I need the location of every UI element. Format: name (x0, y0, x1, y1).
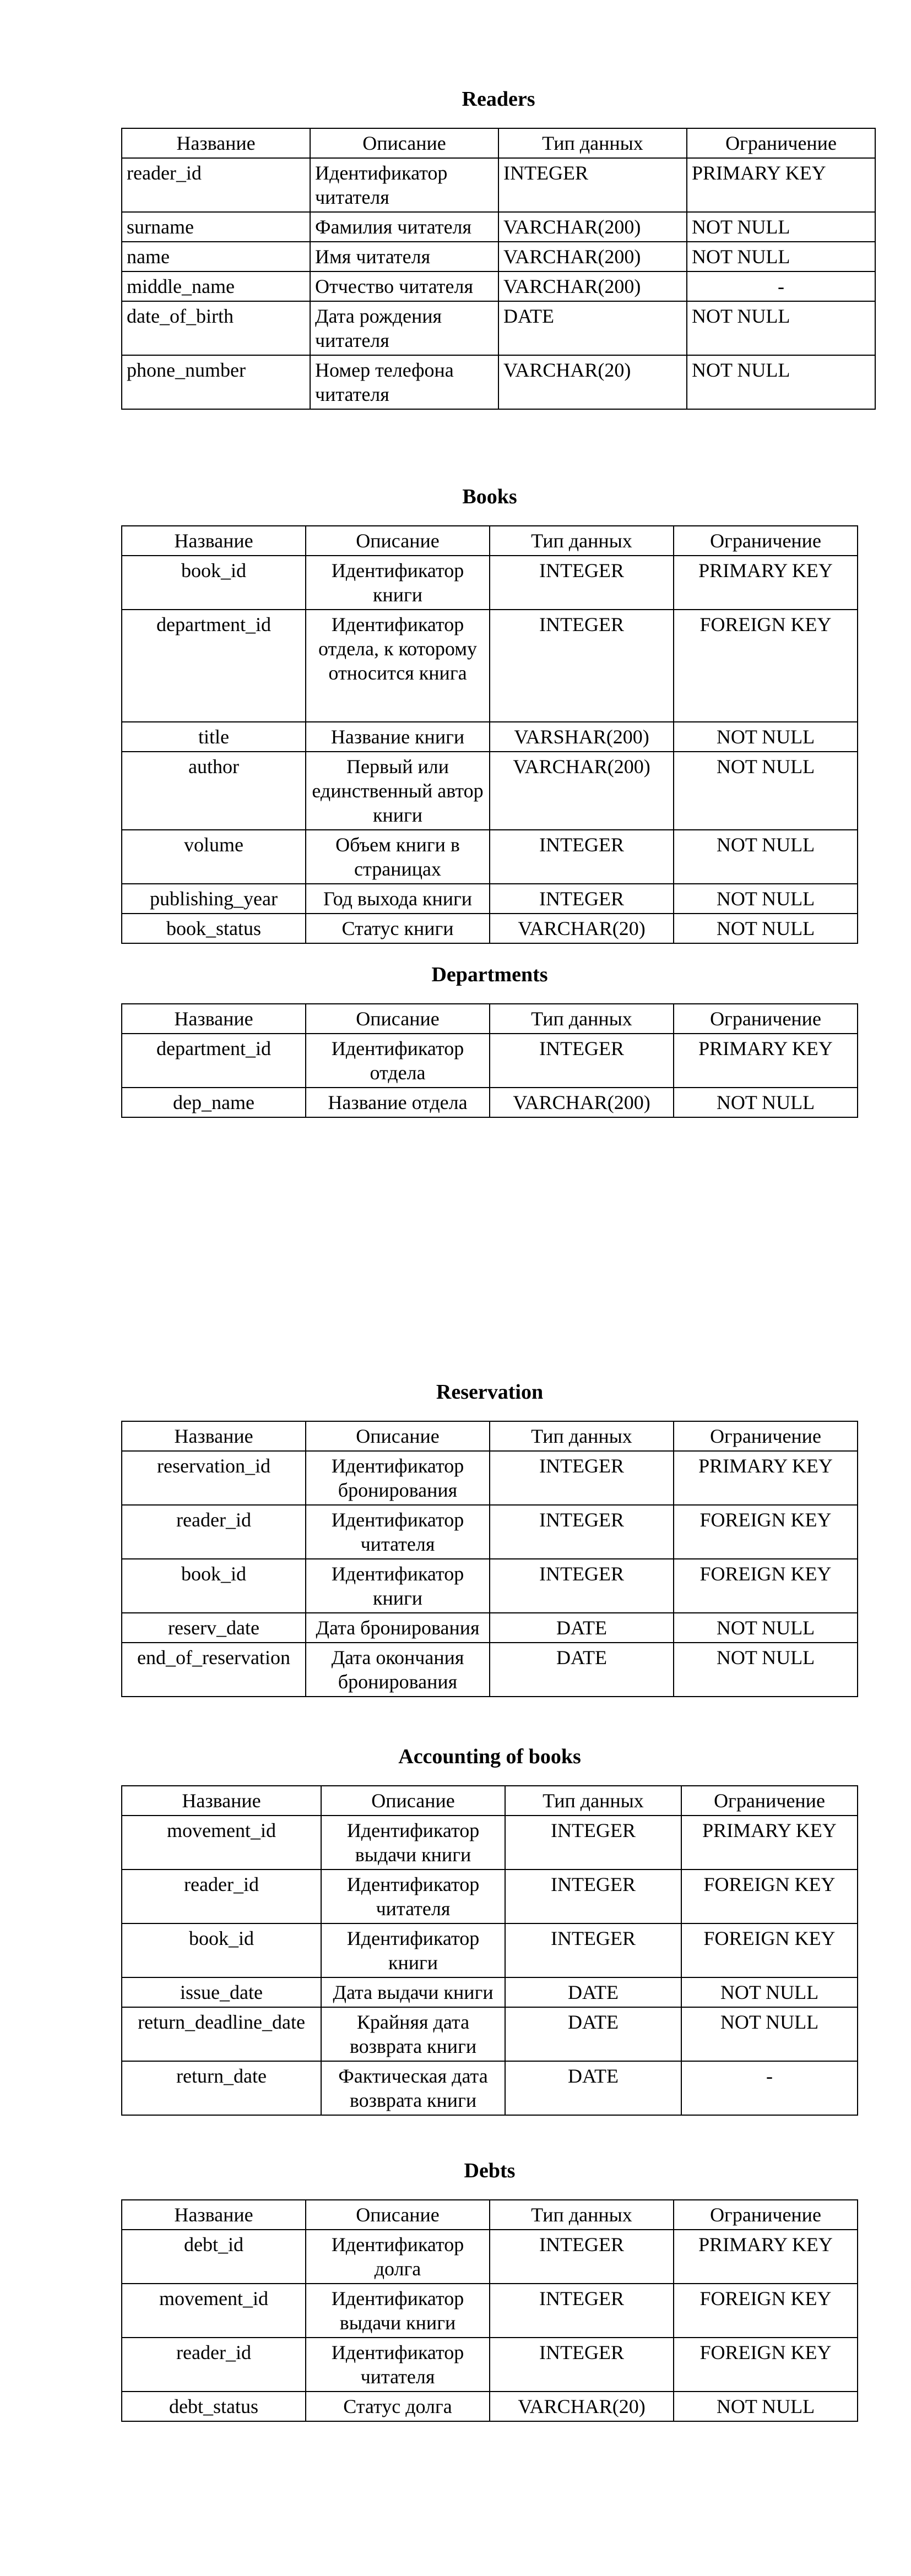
cell-type: VARCHAR(20) (490, 914, 674, 943)
table-row (122, 2230, 858, 2284)
cell-description: Крайняя дата возврата книги (321, 2007, 505, 2061)
section-debts (121, 2159, 858, 2422)
column-header-name: Название (122, 1786, 321, 1816)
column-header-constraint: Ограничение (674, 1421, 858, 1451)
column-header-description: Описание (306, 1004, 490, 1034)
cell-constraint: FOREIGN KEY (681, 1869, 858, 1923)
cell-type: INTEGER (490, 1559, 674, 1613)
column-header-constraint: Ограничение (674, 526, 858, 556)
table-row (122, 158, 875, 212)
cell-type: INTEGER (505, 1869, 681, 1923)
cell-name: return_date (122, 2061, 321, 2115)
table-row (122, 2284, 858, 2338)
cell-description: Статус книги (306, 914, 490, 943)
cell-name: reader_id (122, 1869, 321, 1923)
table-row (122, 752, 858, 830)
cell-constraint: FOREIGN KEY (674, 1559, 858, 1613)
table-row (122, 884, 858, 914)
cell-name: book_id (122, 556, 306, 610)
cell-constraint: NOT NULL (674, 1613, 858, 1643)
cell-description: Идентификатор выдачи книги (321, 1816, 505, 1869)
cell-type: VARCHAR(200) (498, 242, 687, 271)
cell-description: Идентификатор отдела, к которому относится книга (306, 610, 490, 722)
cell-name: volume (122, 830, 306, 884)
column-header-name: Название (122, 128, 310, 158)
cell-description: Статус долга (306, 2392, 490, 2421)
section-books (121, 485, 858, 944)
cell-constraint: NOT NULL (674, 1643, 858, 1697)
cell-type: DATE (490, 1613, 674, 1643)
table-row (122, 1505, 858, 1559)
cell-name: book_id (122, 1559, 306, 1613)
cell-name: debt_status (122, 2392, 306, 2421)
cell-description: Идентификатор книги (306, 556, 490, 610)
cell-name: movement_id (122, 2284, 306, 2338)
cell-constraint: NOT NULL (674, 2392, 858, 2421)
column-header-name: Название (122, 1421, 306, 1451)
cell-type: INTEGER (490, 1451, 674, 1505)
table-title: Readers (462, 88, 535, 111)
cell-name: title (122, 722, 306, 752)
cell-description: Дата бронирования (306, 1613, 490, 1643)
cell-constraint: FOREIGN KEY (674, 610, 858, 722)
cell-constraint: NOT NULL (674, 884, 858, 914)
accounting-table (121, 1785, 858, 2116)
cell-type: VARSHAR(200) (490, 722, 674, 752)
cell-constraint: PRIMARY KEY (674, 556, 858, 610)
cell-description: Объем книги в страницах (306, 830, 490, 884)
cell-description: Идентификатор книги (306, 1559, 490, 1613)
column-header-description: Описание (306, 1421, 490, 1451)
cell-name: reservation_id (122, 1451, 306, 1505)
table-row (122, 271, 875, 301)
table-row (122, 830, 858, 884)
cell-constraint: PRIMARY KEY (674, 1451, 858, 1505)
cell-constraint: FOREIGN KEY (681, 1923, 858, 1977)
cell-constraint: PRIMARY KEY (687, 158, 875, 212)
cell-constraint: FOREIGN KEY (674, 2338, 858, 2392)
cell-type: VARCHAR(20) (498, 355, 687, 409)
cell-type: INTEGER (505, 1816, 681, 1869)
cell-name: phone_number (122, 355, 310, 409)
cell-type: VARCHAR(200) (490, 1088, 674, 1117)
cell-name: date_of_birth (122, 301, 310, 355)
cell-name: publishing_year (122, 884, 306, 914)
cell-type: INTEGER (505, 1923, 681, 1977)
section-departments (121, 963, 858, 1118)
table-row (122, 1977, 858, 2007)
cell-name: dep_name (122, 1088, 306, 1117)
table-row (122, 1034, 858, 1088)
cell-name: department_id (122, 1034, 306, 1088)
table-row (122, 1923, 858, 1977)
cell-description: Имя читателя (310, 242, 498, 271)
cell-constraint: NOT NULL (687, 212, 875, 242)
table-row (122, 2061, 858, 2115)
cell-description: Идентификатор бронирования (306, 1451, 490, 1505)
cell-type: DATE (505, 1977, 681, 2007)
column-header-data-type: Тип данных (490, 2200, 674, 2230)
cell-description: Фактическая дата возврата книги (321, 2061, 505, 2115)
cell-type: INTEGER (490, 1034, 674, 1088)
header-row (122, 2200, 858, 2230)
cell-description: Идентификатор читателя (321, 1869, 505, 1923)
cell-description: Дата окончания бронирования (306, 1643, 490, 1697)
cell-type: INTEGER (490, 556, 674, 610)
column-header-description: Описание (306, 526, 490, 556)
cell-name: middle_name (122, 271, 310, 301)
column-header-name: Название (122, 2200, 306, 2230)
table-row (122, 610, 858, 722)
cell-type: INTEGER (490, 2230, 674, 2284)
cell-name: issue_date (122, 1977, 321, 2007)
cell-name: reader_id (122, 2338, 306, 2392)
books-table (121, 525, 858, 944)
cell-constraint: NOT NULL (681, 2007, 858, 2061)
cell-name: debt_id (122, 2230, 306, 2284)
table-row (122, 212, 875, 242)
column-header-constraint: Ограничение (681, 1786, 858, 1816)
cell-description: Дата выдачи книги (321, 1977, 505, 2007)
cell-name: book_id (122, 1923, 321, 1977)
cell-name: author (122, 752, 306, 830)
cell-type: INTEGER (490, 2284, 674, 2338)
cell-name: surname (122, 212, 310, 242)
cell-name: end_of_reservation (122, 1643, 306, 1697)
cell-name: reserv_date (122, 1613, 306, 1643)
column-header-description: Описание (321, 1786, 505, 1816)
cell-name: department_id (122, 610, 306, 722)
cell-constraint: NOT NULL (681, 1977, 858, 2007)
reservation-table (121, 1421, 858, 1697)
cell-constraint: PRIMARY KEY (674, 2230, 858, 2284)
header-row (122, 128, 875, 158)
cell-description: Дата рождения читателя (310, 301, 498, 355)
table-row (122, 301, 875, 355)
cell-type: INTEGER (490, 1505, 674, 1559)
cell-type: INTEGER (498, 158, 687, 212)
table-row (122, 242, 875, 271)
header-row (122, 1004, 858, 1034)
cell-constraint: PRIMARY KEY (674, 1034, 858, 1088)
column-header-constraint: Ограничение (687, 128, 875, 158)
cell-name: book_status (122, 914, 306, 943)
cell-constraint: PRIMARY KEY (681, 1816, 858, 1869)
column-header-data-type: Тип данных (490, 526, 674, 556)
cell-description: Идентификатор читателя (310, 158, 498, 212)
cell-name: movement_id (122, 1816, 321, 1869)
table-row (122, 1643, 858, 1697)
cell-description: Название отдела (306, 1088, 490, 1117)
cell-description: Отчество читателя (310, 271, 498, 301)
table-row (122, 914, 858, 943)
table-row (122, 722, 858, 752)
header-row (122, 526, 858, 556)
table-row (122, 2007, 858, 2061)
cell-constraint: - (687, 271, 875, 301)
cell-constraint: FOREIGN KEY (674, 1505, 858, 1559)
table-row (122, 1088, 858, 1117)
cell-name: name (122, 242, 310, 271)
cell-type: DATE (498, 301, 687, 355)
table-row (122, 1559, 858, 1613)
section-accounting-of-books (121, 1744, 858, 2116)
section-readers (121, 87, 876, 410)
table-row (122, 1816, 858, 1869)
cell-description: Год выхода книги (306, 884, 490, 914)
departments-table (121, 1003, 858, 1118)
column-header-name: Название (122, 526, 306, 556)
column-header-data-type: Тип данных (498, 128, 687, 158)
cell-constraint: NOT NULL (674, 830, 858, 884)
cell-description: Первый или единственный автор книги (306, 752, 490, 830)
cell-type: VARCHAR(200) (490, 752, 674, 830)
cell-type: VARCHAR(20) (490, 2392, 674, 2421)
table-title: Accounting of books (398, 1745, 581, 1768)
cell-constraint: NOT NULL (674, 1088, 858, 1117)
cell-description: Идентификатор долга (306, 2230, 490, 2284)
column-header-name: Название (122, 1004, 306, 1034)
cell-type: DATE (505, 2061, 681, 2115)
table-row (122, 1451, 858, 1505)
column-header-constraint: Ограничение (674, 1004, 858, 1034)
cell-type: VARCHAR(200) (498, 271, 687, 301)
cell-constraint: - (681, 2061, 858, 2115)
cell-name: reader_id (122, 158, 310, 212)
cell-description: Идентификатор выдачи книги (306, 2284, 490, 2338)
cell-name: return_deadline_date (122, 2007, 321, 2061)
column-header-description: Описание (310, 128, 498, 158)
cell-type: VARCHAR(200) (498, 212, 687, 242)
cell-type: DATE (490, 1643, 674, 1697)
cell-description: Название книги (306, 722, 490, 752)
cell-constraint: NOT NULL (687, 355, 875, 409)
cell-type: INTEGER (490, 610, 674, 722)
table-title: Debts (464, 2159, 516, 2182)
cell-description: Фамилия читателя (310, 212, 498, 242)
cell-type: DATE (505, 2007, 681, 2061)
table-row (122, 556, 858, 610)
cell-type: INTEGER (490, 2338, 674, 2392)
cell-name: reader_id (122, 1505, 306, 1559)
cell-description: Идентификатор книги (321, 1923, 505, 1977)
table-row (122, 355, 875, 409)
section-reservation (121, 1380, 858, 1697)
cell-constraint: NOT NULL (687, 301, 875, 355)
table-title: Reservation (436, 1381, 544, 1404)
table-title: Books (462, 485, 517, 508)
column-header-data-type: Тип данных (490, 1421, 674, 1451)
cell-type: INTEGER (490, 830, 674, 884)
cell-type: INTEGER (490, 884, 674, 914)
column-header-data-type: Тип данных (505, 1786, 681, 1816)
cell-description: Идентификатор отдела (306, 1034, 490, 1088)
table-title: Departments (431, 963, 548, 986)
readers-table (121, 128, 876, 410)
header-row (122, 1786, 858, 1816)
column-header-description: Описание (306, 2200, 490, 2230)
table-row (122, 1613, 858, 1643)
cell-constraint: NOT NULL (674, 752, 858, 830)
cell-constraint: NOT NULL (687, 242, 875, 271)
cell-description: Номер телефона читателя (310, 355, 498, 409)
header-row (122, 1421, 858, 1451)
table-row (122, 2392, 858, 2421)
debts-table (121, 2199, 858, 2422)
table-row (122, 1869, 858, 1923)
cell-description: Идентификатор читателя (306, 2338, 490, 2392)
cell-constraint: FOREIGN KEY (674, 2284, 858, 2338)
cell-constraint: NOT NULL (674, 722, 858, 752)
cell-constraint: NOT NULL (674, 914, 858, 943)
table-row (122, 2338, 858, 2392)
column-header-constraint: Ограничение (674, 2200, 858, 2230)
cell-description: Идентификатор читателя (306, 1505, 490, 1559)
column-header-data-type: Тип данных (490, 1004, 674, 1034)
